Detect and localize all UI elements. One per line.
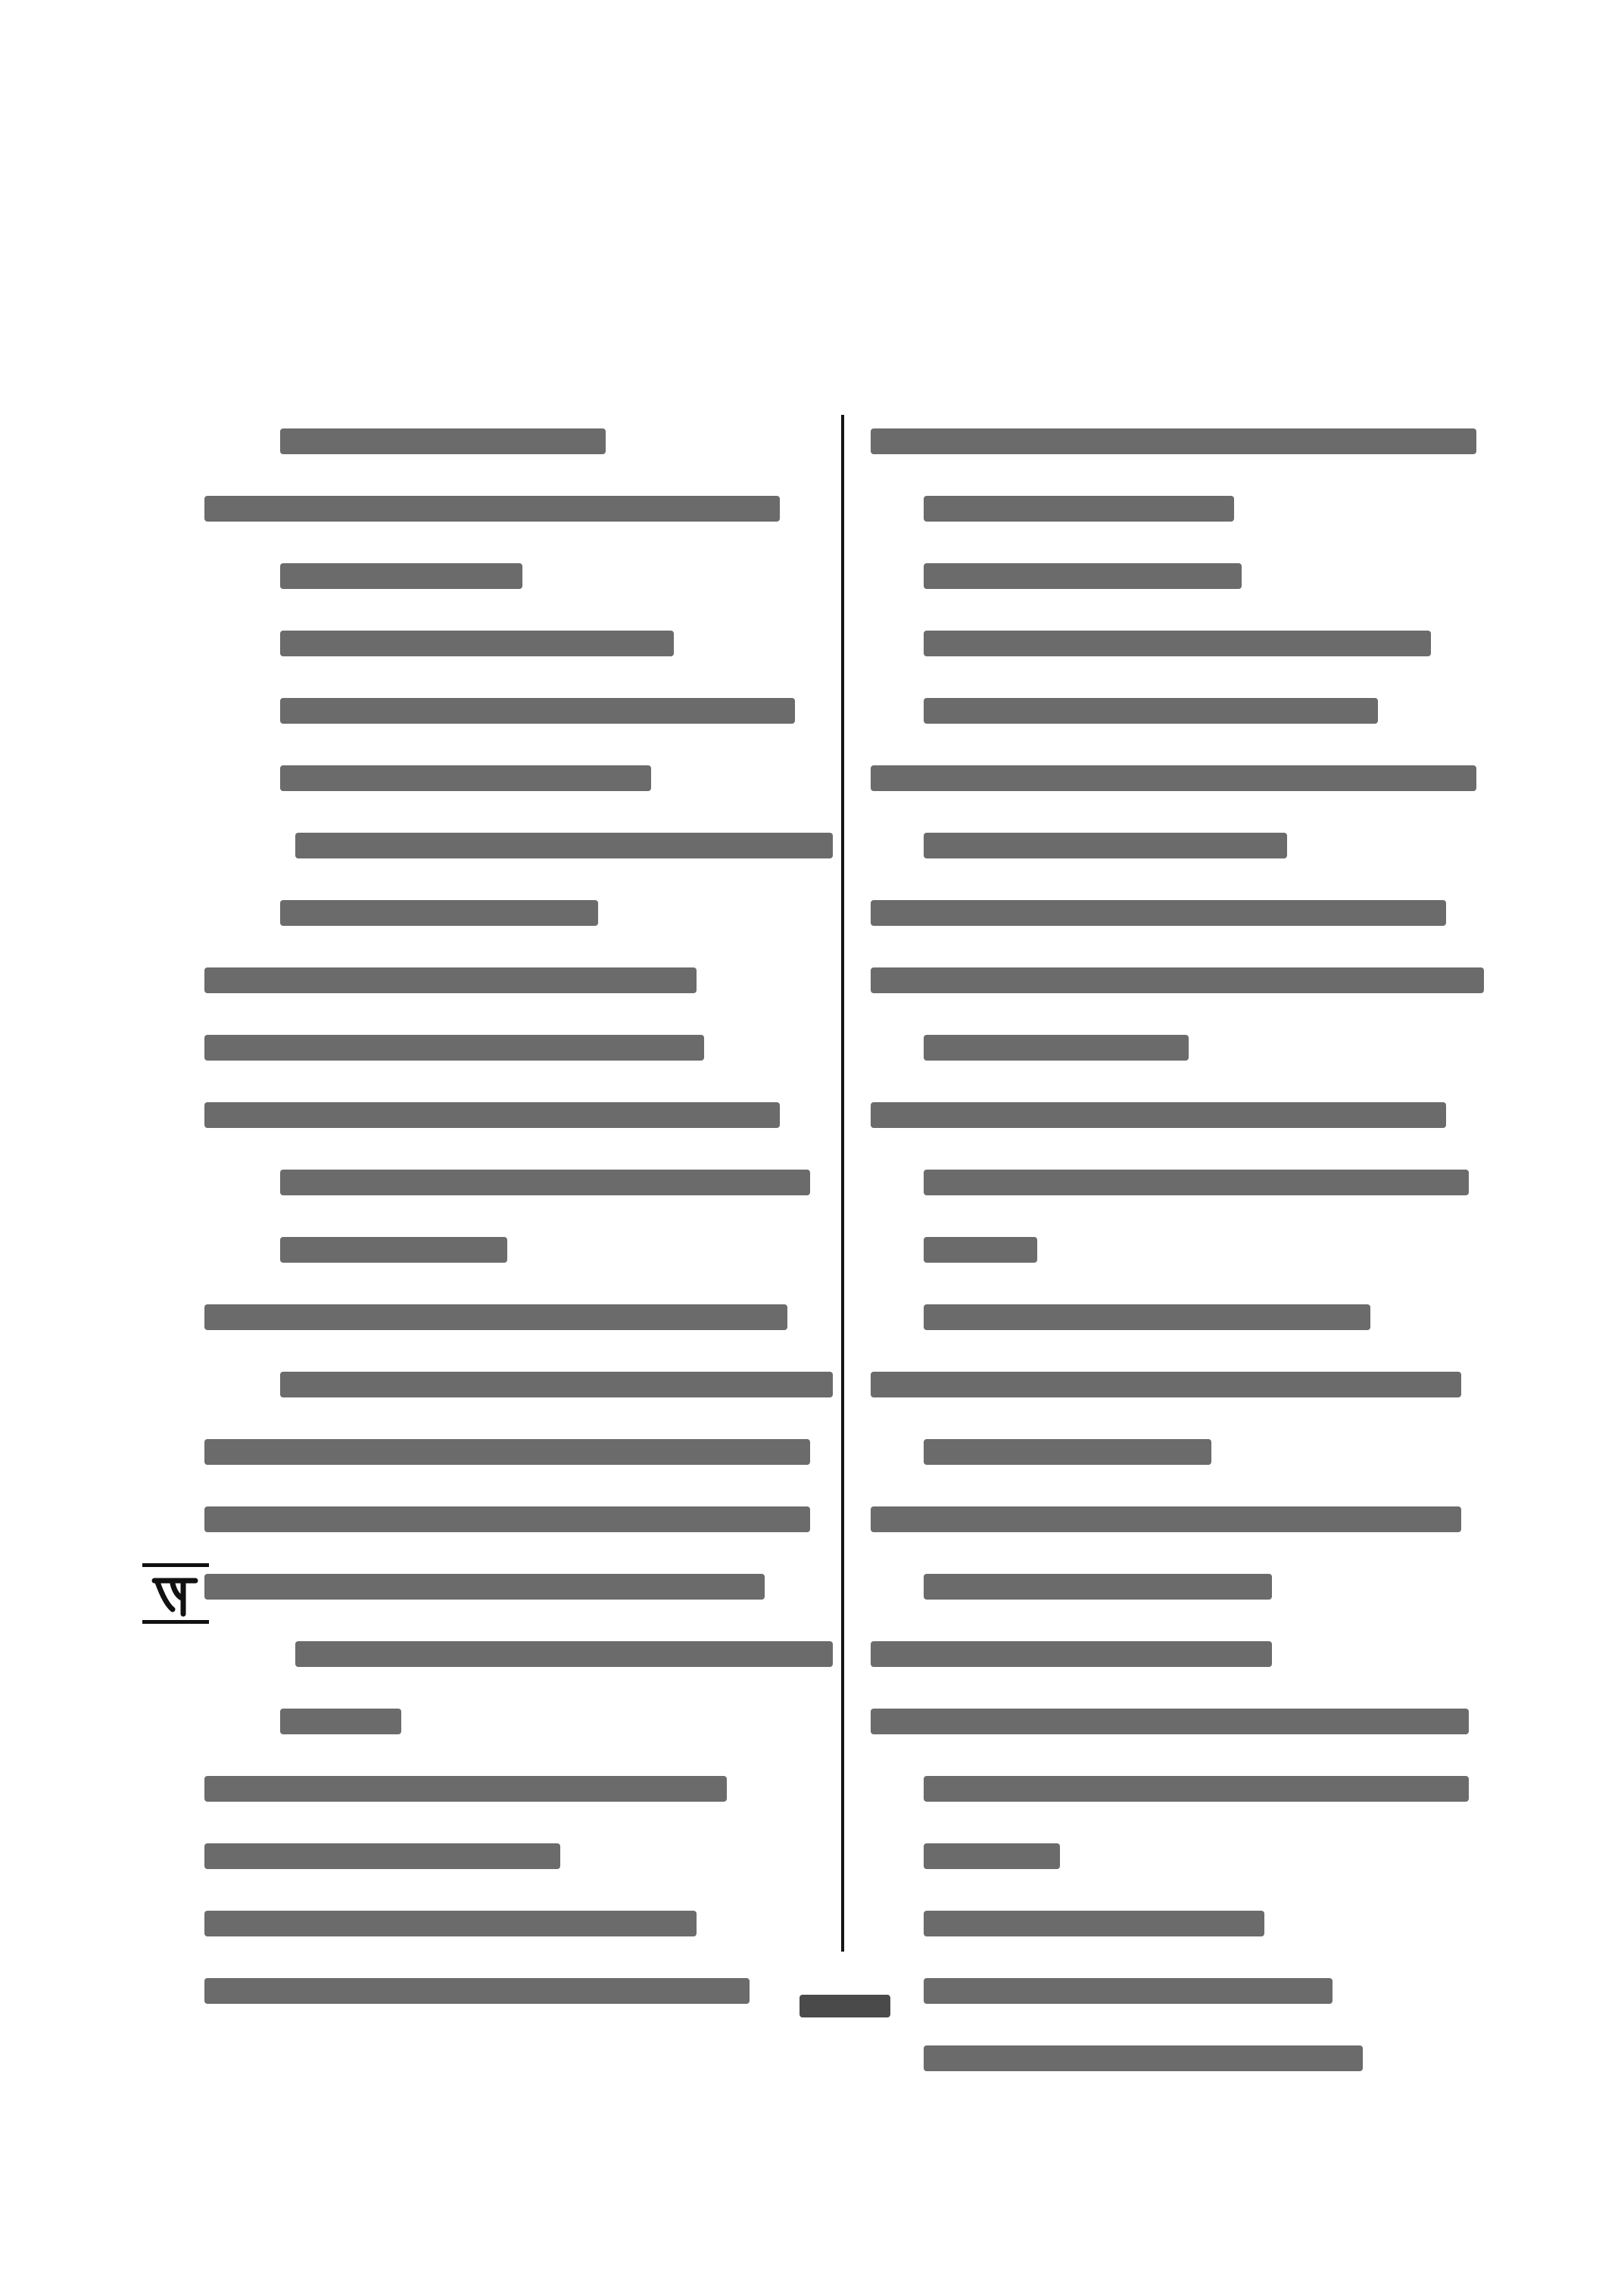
- entry-text: [871, 428, 1476, 454]
- dictionary-entry-line: [871, 810, 1499, 877]
- entry-text: [204, 1574, 765, 1600]
- entry-text: [924, 1170, 1469, 1195]
- entry-text: [924, 833, 1287, 858]
- entry-text: [924, 631, 1431, 656]
- dictionary-entry-line: [204, 1147, 833, 1214]
- dictionary-entry-line: [871, 1618, 1499, 1686]
- dictionary-entry-line: [204, 810, 833, 877]
- left-column: [204, 406, 833, 2023]
- entry-text: [204, 1843, 560, 1869]
- entry-text: [280, 900, 598, 926]
- dictionary-entry-line: [871, 743, 1499, 810]
- entry-text: [204, 1978, 750, 2004]
- dictionary-entry-line: [871, 675, 1499, 743]
- margin-letter-tab: [142, 1563, 209, 1624]
- entry-text: [871, 900, 1446, 926]
- dictionary-entry-line: [204, 1484, 833, 1551]
- dictionary-entry-line: [871, 1955, 1499, 2023]
- entry-text: [295, 1641, 833, 1667]
- dictionary-entry-line: [871, 1888, 1499, 1955]
- dictionary-entry-line: [204, 1080, 833, 1147]
- entry-text: [204, 1776, 727, 1802]
- dictionary-entry-line: [871, 1753, 1499, 1821]
- entry-text: [871, 1709, 1469, 1734]
- dictionary-entry-line: [871, 1551, 1499, 1618]
- entry-text: [924, 496, 1234, 522]
- dictionary-entry-line: [204, 406, 833, 473]
- dictionary-entry-line: [204, 1551, 833, 1618]
- entry-text: [280, 563, 522, 589]
- dictionary-entry-line: [204, 473, 833, 541]
- entry-text: [924, 2045, 1363, 2071]
- dictionary-entry-line: [871, 1686, 1499, 1753]
- entry-text: [871, 1506, 1461, 1532]
- entry-text: [204, 1506, 810, 1532]
- dictionary-entry-line: [204, 1821, 833, 1888]
- entry-text: [924, 563, 1242, 589]
- entry-text: [924, 1911, 1264, 1936]
- entry-text: [204, 1102, 780, 1128]
- dictionary-entry-line: [871, 1214, 1499, 1282]
- entry-text: [204, 496, 780, 522]
- entry-text: [295, 833, 833, 858]
- dictionary-entry-line: [204, 1888, 833, 1955]
- dictionary-entry-line: [204, 1012, 833, 1080]
- entry-text: [871, 967, 1484, 993]
- entry-text: [871, 765, 1476, 791]
- dictionary-entry-line: [204, 743, 833, 810]
- dictionary-entry-line: [871, 1349, 1499, 1416]
- dictionary-entry-line: [871, 1282, 1499, 1349]
- dictionary-entry-line: [871, 406, 1499, 473]
- entry-text: [204, 1035, 704, 1061]
- dictionary-entry-line: [871, 1484, 1499, 1551]
- dictionary-entry-line: [871, 1416, 1499, 1484]
- dictionary-entry-line: [871, 608, 1499, 675]
- dictionary-entry-line: [204, 945, 833, 1012]
- dictionary-entry-line: [204, 675, 833, 743]
- entry-text: [280, 428, 606, 454]
- entry-text: [280, 1709, 401, 1734]
- dictionary-entry-line: [204, 1618, 833, 1686]
- entry-text: [924, 1035, 1189, 1061]
- dictionary-entry-line: [871, 1821, 1499, 1888]
- dictionary-entry-line: [871, 541, 1499, 608]
- dictionary-entry-line: [204, 877, 833, 945]
- dictionary-entry-line: [871, 877, 1499, 945]
- tibetan-letter-ya-icon: [150, 1573, 200, 1617]
- dictionary-entry-line: [871, 1147, 1499, 1214]
- dictionary-entry-line: [871, 1012, 1499, 1080]
- entry-text: [280, 1237, 507, 1263]
- dictionary-entry-line: [204, 1686, 833, 1753]
- entry-text: [924, 1237, 1037, 1263]
- dictionary-entry-line: [871, 473, 1499, 541]
- dictionary-entry-line: [204, 1282, 833, 1349]
- dictionary-entry-line: [204, 608, 833, 675]
- right-column: [871, 406, 1499, 2090]
- dictionary-entry-line: [204, 1955, 833, 2023]
- entry-text: [280, 1170, 810, 1195]
- dictionary-entry-line: [204, 1214, 833, 1282]
- entry-text: [204, 967, 697, 993]
- dictionary-entry-line: [204, 1753, 833, 1821]
- entry-text: [280, 1372, 833, 1397]
- entry-text: [204, 1911, 697, 1936]
- entry-text: [204, 1304, 787, 1330]
- entry-text: [924, 1304, 1370, 1330]
- entry-text: [280, 765, 651, 791]
- entry-text: [924, 1843, 1060, 1869]
- dictionary-entry-line: [204, 541, 833, 608]
- entry-text: [280, 698, 795, 724]
- page-number: [800, 1995, 890, 2017]
- entry-text: [924, 698, 1378, 724]
- column-divider: [841, 415, 844, 1952]
- entry-text: [871, 1102, 1446, 1128]
- entry-text: [924, 1439, 1211, 1465]
- entry-text: [924, 1574, 1272, 1600]
- entry-text: [871, 1372, 1461, 1397]
- dictionary-entry-line: [204, 1416, 833, 1484]
- entry-text: [204, 1439, 810, 1465]
- dictionary-entry-line: [871, 945, 1499, 1012]
- entry-text: [280, 631, 674, 656]
- dictionary-entry-line: [871, 1080, 1499, 1147]
- entry-text: [871, 1641, 1272, 1667]
- entry-text: [924, 1776, 1469, 1802]
- dictionary-entry-line: [204, 1349, 833, 1416]
- dictionary-entry-line: [871, 2023, 1499, 2090]
- entry-text: [924, 1978, 1333, 2004]
